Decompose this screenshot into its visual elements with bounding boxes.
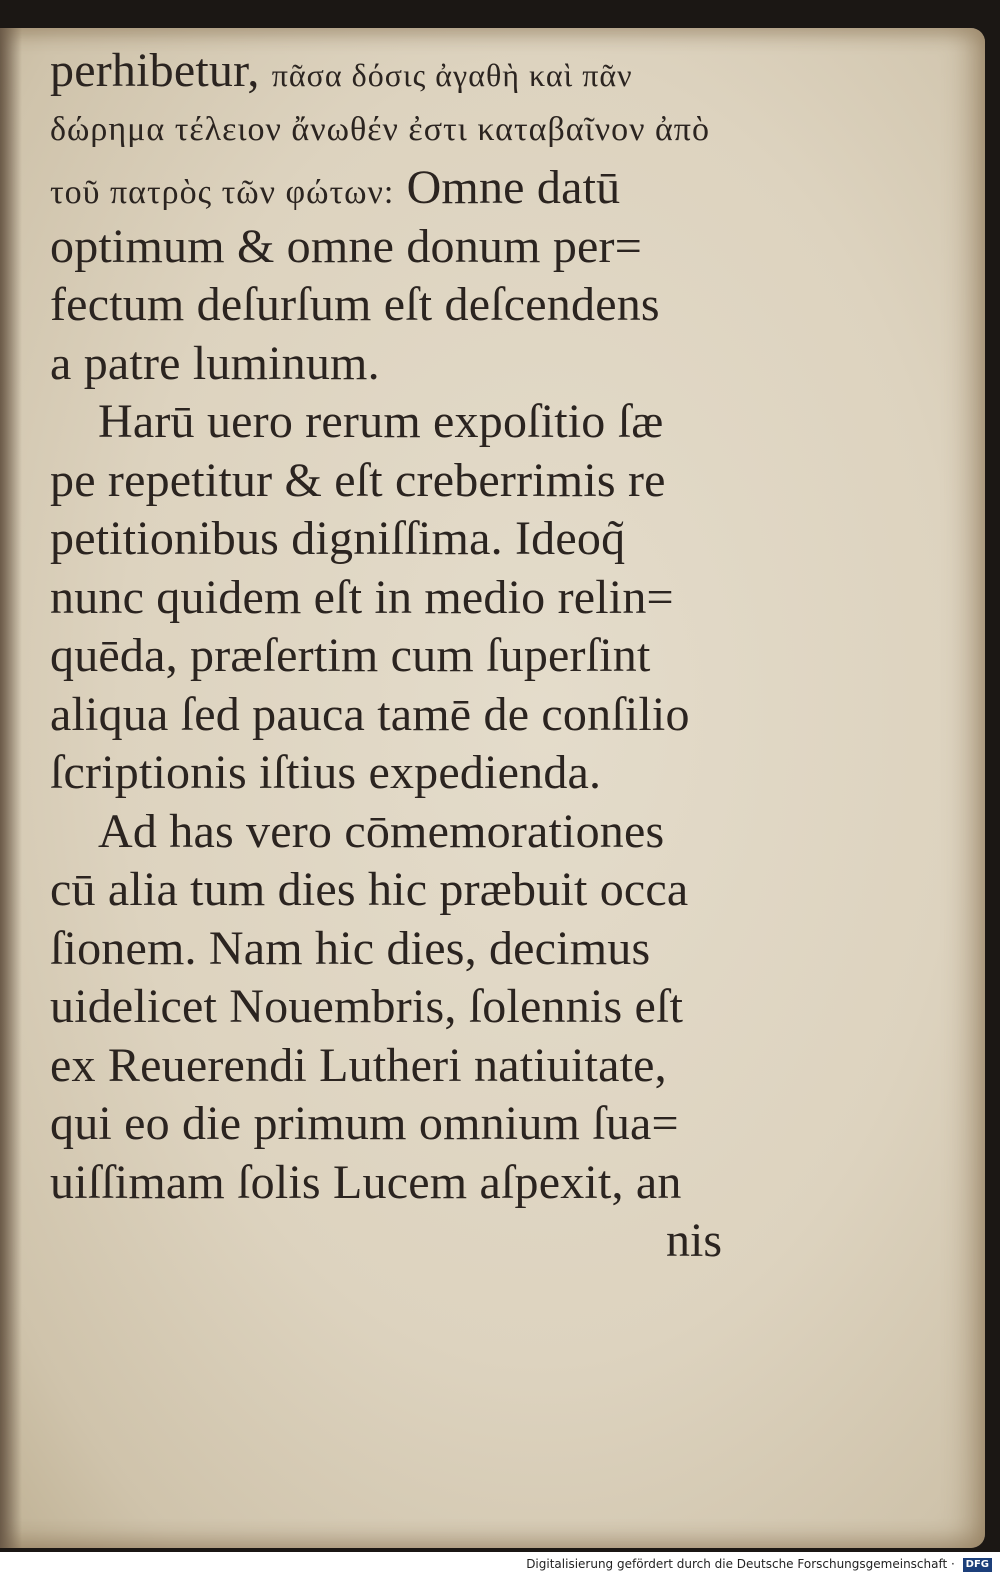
- text-block: [50, 42, 750, 1271]
- text-line-2: δώρημα τέλειον ἄνωθέν ἐστι καταβαῖνον ἀπὸ: [50, 110, 710, 148]
- text-line-19: qui eo die primum omnium ſua=: [50, 1097, 679, 1150]
- page-gutter-shadow: [0, 28, 22, 1548]
- text-line-20: uiſſimam ſolis Lucem aſpexit, an: [50, 1155, 682, 1209]
- text-line-13: ſcriptionis iſtius expedienda.: [50, 746, 602, 799]
- greek-text: πᾶσα δόσις ἀγαθὴ καὶ πᾶν: [271, 57, 633, 93]
- text-line-7: Harū uero rerum expoſitio ſæ: [98, 395, 664, 448]
- text-line-10: nunc quidem eſt in medio relin=: [50, 570, 674, 624]
- text-line-9: petitionibus digniſſima. Ideoq̃: [50, 512, 626, 565]
- text-line-6: a patre luminum.: [50, 336, 380, 390]
- text-line-5: fectum deſurſum eſt deſcendens: [50, 278, 660, 331]
- text-line-11: quēda, præſertim cum ſuperſint: [50, 629, 651, 682]
- latin-text: Omne datū: [406, 161, 621, 214]
- text-line-1: [50, 42, 750, 101]
- text-line-18: ex Reuerendi Lutheri natiuitate,: [50, 1038, 667, 1092]
- text-line-8: pe repetitur & eſt creberrimis re: [50, 453, 666, 507]
- text-line-3: [50, 159, 750, 218]
- text-line-15: cū alia tum dies hic præbuit occa: [50, 863, 689, 916]
- latin-text: perhibetur,: [50, 44, 260, 97]
- text-line-14: Ad has vero cōmemorationes: [98, 804, 665, 858]
- text-line-16: ſionem. Nam hic dies, decimus: [50, 921, 651, 975]
- text-line-4: optimum & omne donum per=: [50, 219, 643, 273]
- text-line-17: uidelicet Nouembris, ſolennis eſt: [50, 980, 684, 1033]
- footer-text: Digitalisierung gefördert durch die Deutsche Forschungsgemeinschaft ·: [526, 1557, 955, 1571]
- digitization-footer: [0, 1552, 1000, 1576]
- catchword: nis: [665, 1214, 722, 1267]
- greek-text: τοῦ πατρὸς τῶν φώτων:: [50, 174, 395, 211]
- dfg-logo: DFG: [963, 1558, 992, 1572]
- text-line-12: aliqua ſed pauca tamē de conſilio: [50, 687, 690, 741]
